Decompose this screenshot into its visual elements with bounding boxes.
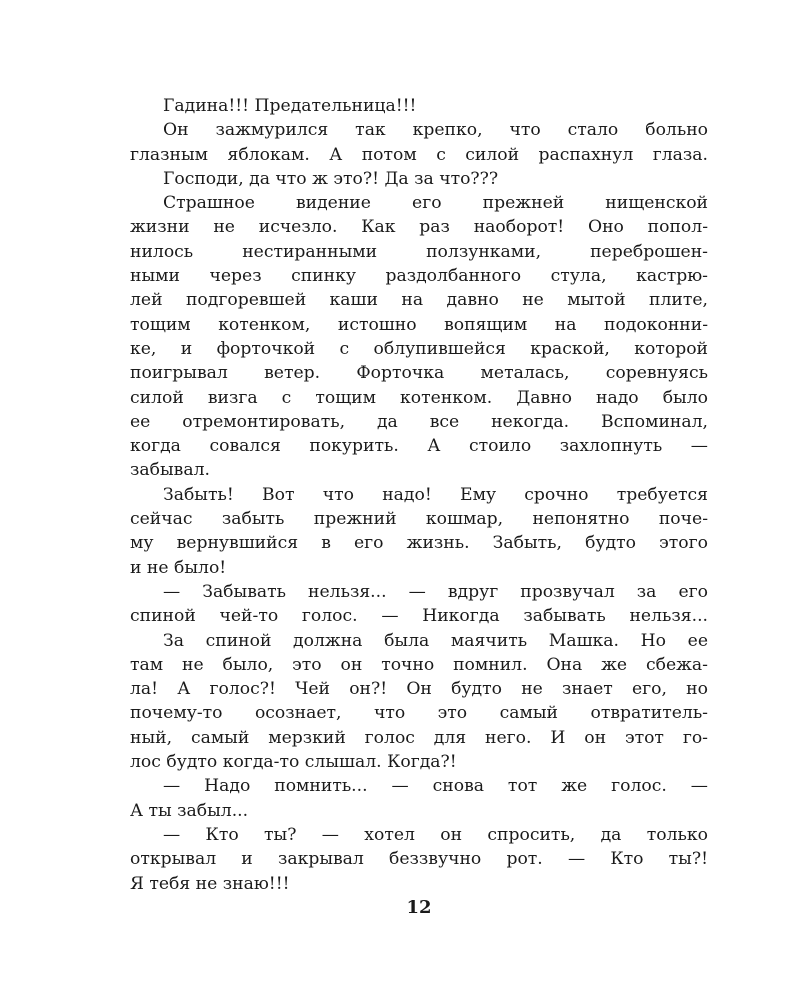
- text-line: открывал и закрывал беззвучно рот. — Кто ты?!: [130, 849, 708, 870]
- text-line: поигрывал ветер. Форточка металась, соревнуясь: [130, 363, 708, 384]
- text-line: — Надо помнить... — снова тот же голос. —: [163, 776, 708, 797]
- text-line: За спиной должна была маячить Машка. Но ее: [163, 630, 708, 651]
- text-line: лей подгоревшей каши на давно не мытой плите,: [130, 290, 708, 311]
- text-line: почему-то осознает, что это самый отвратитель-: [130, 703, 708, 724]
- text-line: Он зажмурился так крепко, что стало больно: [163, 120, 708, 141]
- text-line: спиной чей-то голос. — Никогда забывать нельзя...: [130, 606, 708, 627]
- text-line: сейчас забыть прежний кошмар, непонятно поче-: [130, 509, 708, 530]
- text-line: Господи, да что ж это?! Да за что???: [163, 168, 499, 189]
- text-line: глазным яблокам. А потом с силой распахнул глаза.: [130, 144, 708, 165]
- text-line: забывал.: [130, 460, 210, 481]
- text-line: ее отремонтировать, да все некогда. Вспоминал,: [130, 411, 708, 432]
- text-line: силой визга с тощим котенком. Давно надо было: [130, 387, 708, 408]
- text-line: Я тебя не знаю!!!: [130, 873, 290, 894]
- text-line: нилось нестиранными ползунками, переброшен-: [130, 241, 708, 262]
- text-line: ными через спинку раздолбанного стула, кастрю-: [130, 266, 708, 287]
- text-line: когда совался покурить. А стоило захлопнуть —: [130, 436, 708, 457]
- text-line: ке, и форточкой с облупившейся краской, которой: [130, 338, 708, 359]
- text-line: тощим котенком, истошно вопящим на подоконни-: [130, 314, 708, 335]
- text-line: Гадина!!! Предательница!!!: [163, 96, 417, 116]
- text-line: и не было!: [130, 557, 227, 578]
- text-line: ла! А голос?! Чей он?! Он будто не знает его, но: [130, 679, 708, 700]
- text-line: ный, самый мерзкий голос для него. И он этот го-: [130, 727, 708, 748]
- text-line: там не было, это он точно помнил. Она же сбежа-: [130, 654, 708, 675]
- text-line: Забыть! Вот что надо! Ему срочно требуется: [163, 484, 708, 505]
- text-line: А ты забыл...: [130, 800, 249, 821]
- text-line: — Забывать нельзя... — вдруг прозвучал за его: [163, 581, 708, 602]
- page-number: 12: [406, 897, 432, 918]
- body-text: [130, 94, 708, 896]
- text-line: — Кто ты? — хотел он спросить, да только: [163, 824, 708, 845]
- text-line: жизни не исчезло. Как раз наоборот! Оно попол-: [130, 217, 708, 238]
- text-line: му вернувшийся в его жизнь. Забыть, будто этого: [130, 533, 708, 554]
- text-line: Страшное видение его прежней нищенской: [163, 193, 708, 214]
- text-line: лос будто когда-то слышал. Когда?!: [130, 752, 457, 773]
